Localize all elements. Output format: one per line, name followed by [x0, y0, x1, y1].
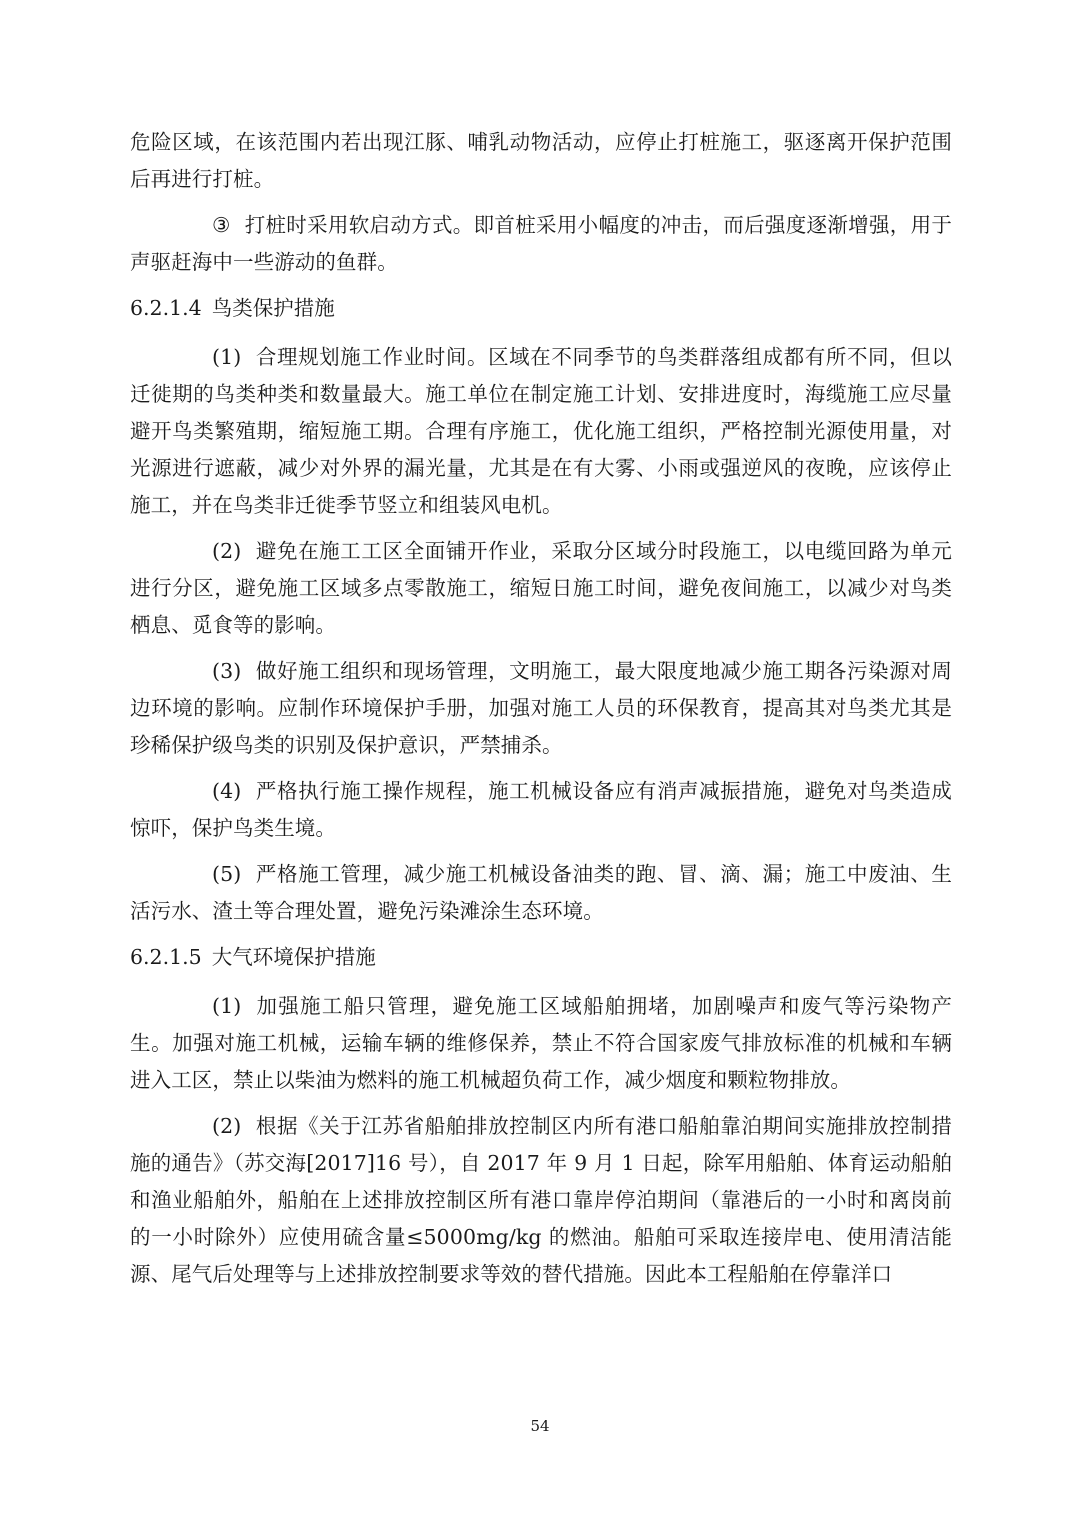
paragraph-text: 根据《关于江苏省船舶排放控制区内所有港口船舶靠泊期间实施排放控制措施的通告》（苏交海[2017]16 号），自 2017 年 9 月 1 日起，除军用船舶、体育运动船舶和渔业船舶外，船舶在上述排放控制区所有港口靠岸停泊期间（靠港后的一小时和离岗前的一小时除外）应使用硫含量≤5000mg/kg 的燃油。船舶可采取连接岸电、使用清洁能源、尾气后处理等与上述排放控制要求等效的替代措施。因此本工程船舶在停靠洋口 — [130, 1114, 952, 1286]
list-marker: (1) — [212, 345, 242, 369]
paragraph — [130, 1108, 952, 1293]
paragraph-text: 避免在施工工区全面铺开作业，采取分区域分时段施工，以电缆回路为单元进行分区，避免施工区域多点零散施工，缩短日施工时间，避免夜间施工，以减少对鸟类栖息、觅食等的影响。 — [130, 539, 952, 637]
section-title: 大气环境保护措施 — [211, 945, 376, 969]
paragraph — [130, 653, 952, 764]
paragraph-text: 合理规划施工作业时间。区域在不同季节的鸟类群落组成都有所不同，但以迁徙期的鸟类种类和数量最大。施工单位在制定施工计划、安排进度时，海缆施工应尽量避开鸟类繁殖期，缩短施工期。合理有序施工，优化施工组织，严格控制光源使用量，对光源进行遮蔽，减少对外界的漏光量，尤其是在有大雾、小雨或强逆风的夜晚，应该停止施工，并在鸟类非迁徙季节竖立和组装风电机。 — [130, 345, 952, 517]
section-number: 6.2.1.5 — [130, 945, 202, 969]
list-marker: (5) — [212, 862, 242, 886]
section-heading — [130, 939, 952, 976]
paragraph — [130, 124, 952, 198]
list-marker: (1) — [212, 994, 242, 1018]
paragraph-text: 严格执行施工操作规程，施工机械设备应有消声减振措施，避免对鸟类造成惊吓，保护鸟类生境。 — [130, 779, 952, 840]
paragraph-text: 做好施工组织和现场管理，文明施工，最大限度地减少施工期各污染源对周边环境的影响。应制作环境保护手册，加强对施工人员的环保教育，提高其对鸟类尤其是珍稀保护级鸟类的识别及保护意识，严禁捕杀。 — [130, 659, 952, 757]
list-marker: (4) — [212, 779, 242, 803]
paragraph — [130, 988, 952, 1099]
list-marker: (3) — [212, 659, 242, 683]
section-number: 6.2.1.4 — [130, 296, 202, 320]
paragraph-text: 加强施工船只管理，避免施工区域船舶拥堵，加剧噪声和废气等污染物产生。加强对施工机械，运输车辆的维修保养，禁止不符合国家废气排放标准的机械和车辆进入工区，禁止以柴油为燃料的施工机械超负荷工作，减少烟度和颗粒物排放。 — [130, 994, 952, 1092]
paragraph — [130, 207, 952, 281]
paragraph-text: 危险区域，在该范围内若出现江豚、哺乳动物活动，应停止打桩施工，驱逐离开保护范围后再进行打桩。 — [130, 130, 952, 191]
paragraph — [130, 339, 952, 524]
list-marker: (2) — [212, 539, 242, 563]
section-title: 鸟类保护措施 — [211, 296, 335, 320]
document-page — [130, 124, 952, 1302]
section-heading — [130, 290, 952, 327]
paragraph — [130, 856, 952, 930]
list-marker: ③ — [212, 213, 231, 237]
paragraph — [130, 533, 952, 644]
paragraph — [130, 773, 952, 847]
list-marker: (2) — [212, 1114, 242, 1138]
paragraph-text: 打桩时采用软启动方式。即首桩采用小幅度的冲击，而后强度逐渐增强，用于声驱赶海中一些游动的鱼群。 — [130, 213, 952, 274]
page-number: 54 — [530, 1417, 550, 1435]
paragraph-text: 严格施工管理，减少施工机械设备油类的跑、冒、滴、漏；施工中废油、生活污水、渣土等合理处置，避免污染滩涂生态环境。 — [130, 862, 952, 923]
